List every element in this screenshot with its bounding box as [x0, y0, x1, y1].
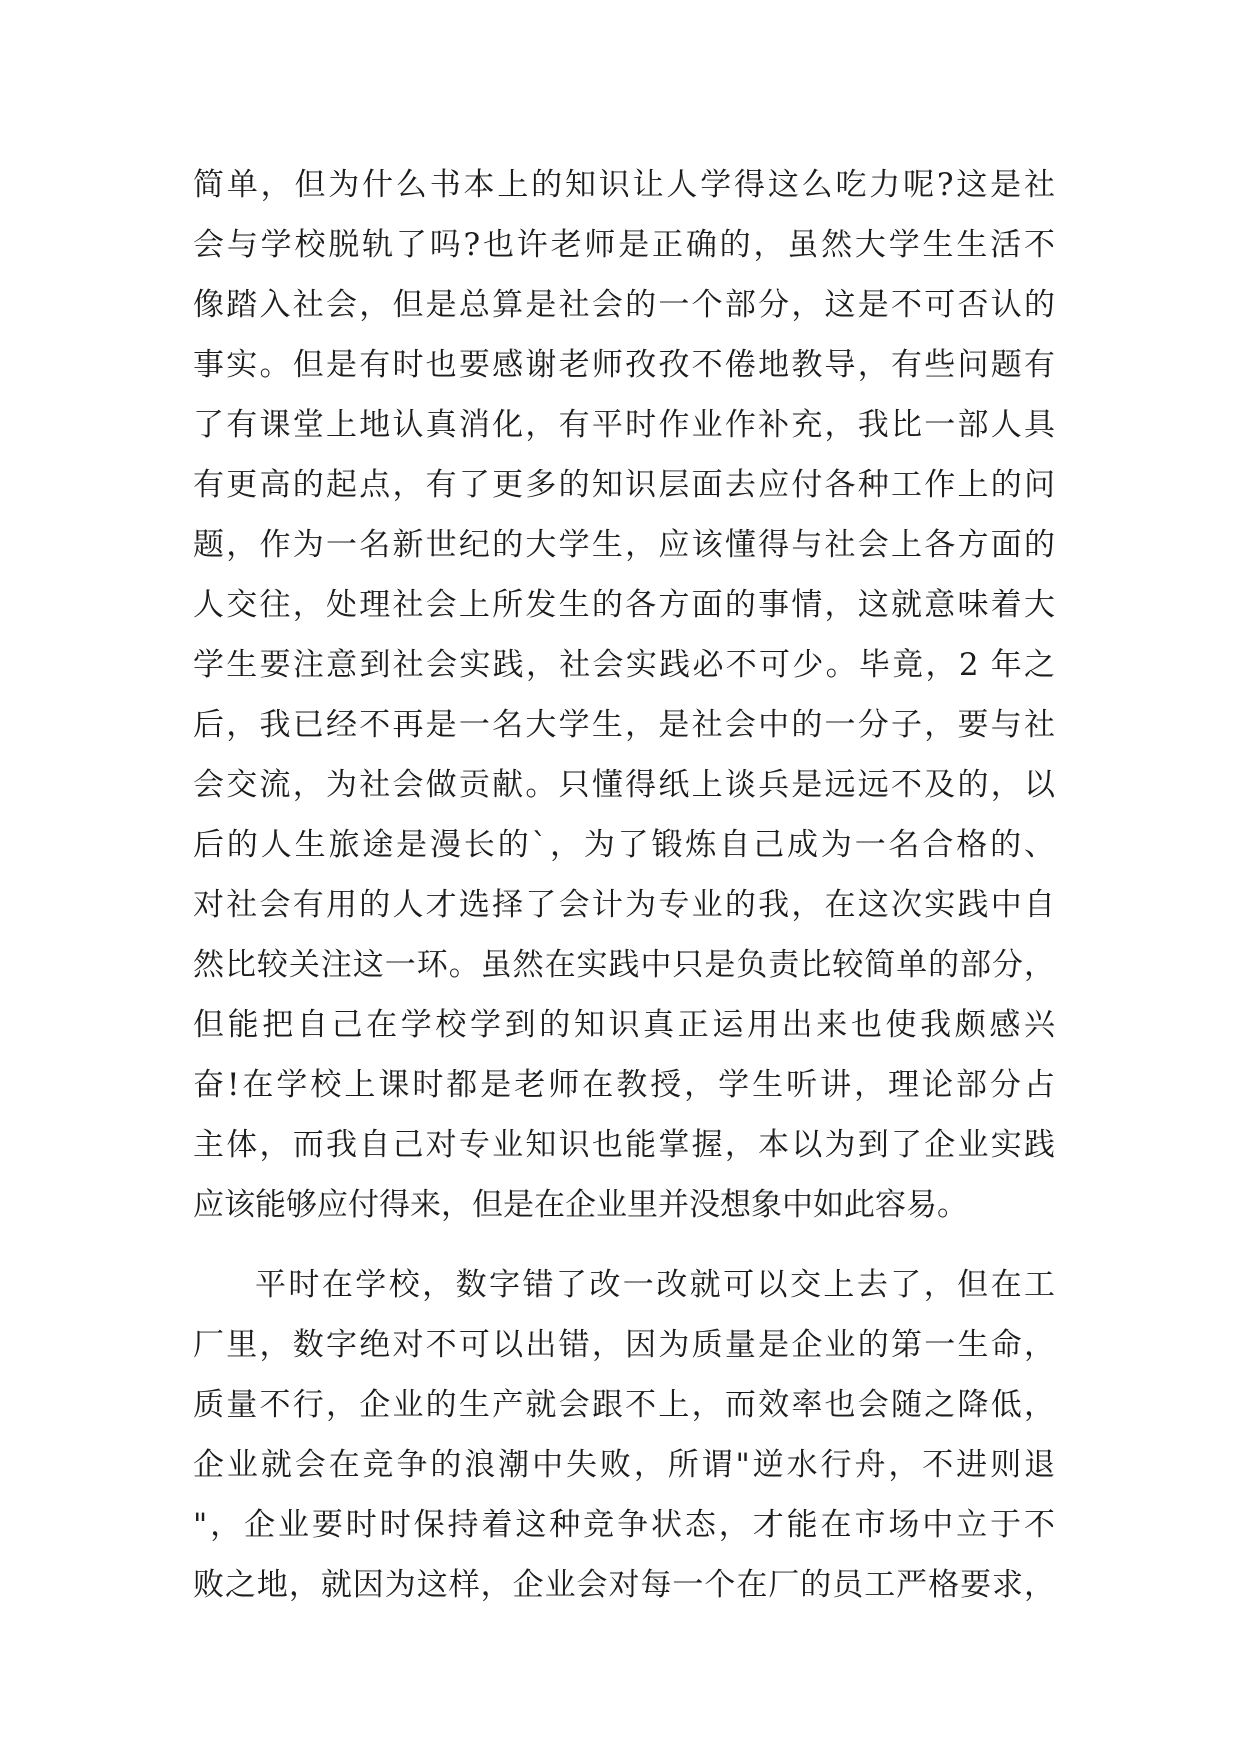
text-line: "，企业要时时保持着这种竞争状态，才能在市场中立于不 — [193, 1507, 1055, 1543]
paragraph-1 — [193, 155, 1055, 1235]
text-line: 奋!在学校上课时都是老师在教授，学生听讲，理论部分占 — [193, 1067, 1055, 1103]
text-line: 会与学校脱轨了吗?也许老师是正确的，虽然大学生生活不 — [193, 227, 1055, 263]
text-line: 然比较关注这一环。虽然在实践中只是负责比较简单的部分， — [193, 947, 1055, 983]
paragraph-2 — [193, 1255, 1055, 1615]
text-line: 后，我已经不再是一名大学生，是社会中的一分子，要与社 — [193, 707, 1055, 743]
text-line: 平时在学校，数字错了改一改就可以交上去了，但在工 — [255, 1267, 1055, 1303]
text-line: 但能把自己在学校学到的知识真正运用出来也使我颇感兴 — [193, 1007, 1055, 1043]
text-line: 事实。但是有时也要感谢老师孜孜不倦地教导，有些问题有 — [193, 347, 1055, 383]
text-line: 题，作为一名新世纪的大学生，应该懂得与社会上各方面的 — [193, 527, 1055, 563]
text-line: 学生要注意到社会实践，社会实践必不可少。毕竟，2 年之 — [193, 647, 1055, 683]
text-line: 有更高的起点，有了更多的知识层面去应付各种工作上的问 — [193, 467, 1055, 503]
text-line: 企业就会在竞争的浪潮中失败，所谓"逆水行舟，不进则退 — [193, 1447, 1055, 1483]
text-line: 人交往，处理社会上所发生的各方面的事情，这就意味着大 — [193, 587, 1055, 623]
text-line: 像踏入社会，但是总算是社会的一个部分，这是不可否认的 — [193, 287, 1055, 323]
text-line: 败之地，就因为这样，企业会对每一个在厂的员工严格要求， — [193, 1567, 1055, 1603]
text-line: 应该能够应付得来，但是在企业里并没想象中如此容易。 — [193, 1187, 968, 1223]
text-line: 了有课堂上地认真消化，有平时作业作补充，我比一部人具 — [193, 407, 1055, 443]
text-line: 会交流，为社会做贡献。只懂得纸上谈兵是远远不及的，以 — [193, 767, 1055, 803]
text-line: 后的人生旅途是漫长的`，为了锻炼自己成为一名合格的、 — [193, 827, 1055, 863]
text-line: 质量不行，企业的生产就会跟不上，而效率也会随之降低， — [193, 1387, 1055, 1423]
text-line: 对社会有用的人才选择了会计为专业的我，在这次实践中自 — [193, 887, 1055, 923]
text-line: 主体，而我自己对专业知识也能掌握，本以为到了企业实践 — [193, 1127, 1055, 1163]
text-line: 简单，但为什么书本上的知识让人学得这么吃力呢?这是社 — [193, 167, 1055, 203]
text-line: 厂里，数字绝对不可以出错，因为质量是企业的第一生命， — [193, 1327, 1055, 1363]
